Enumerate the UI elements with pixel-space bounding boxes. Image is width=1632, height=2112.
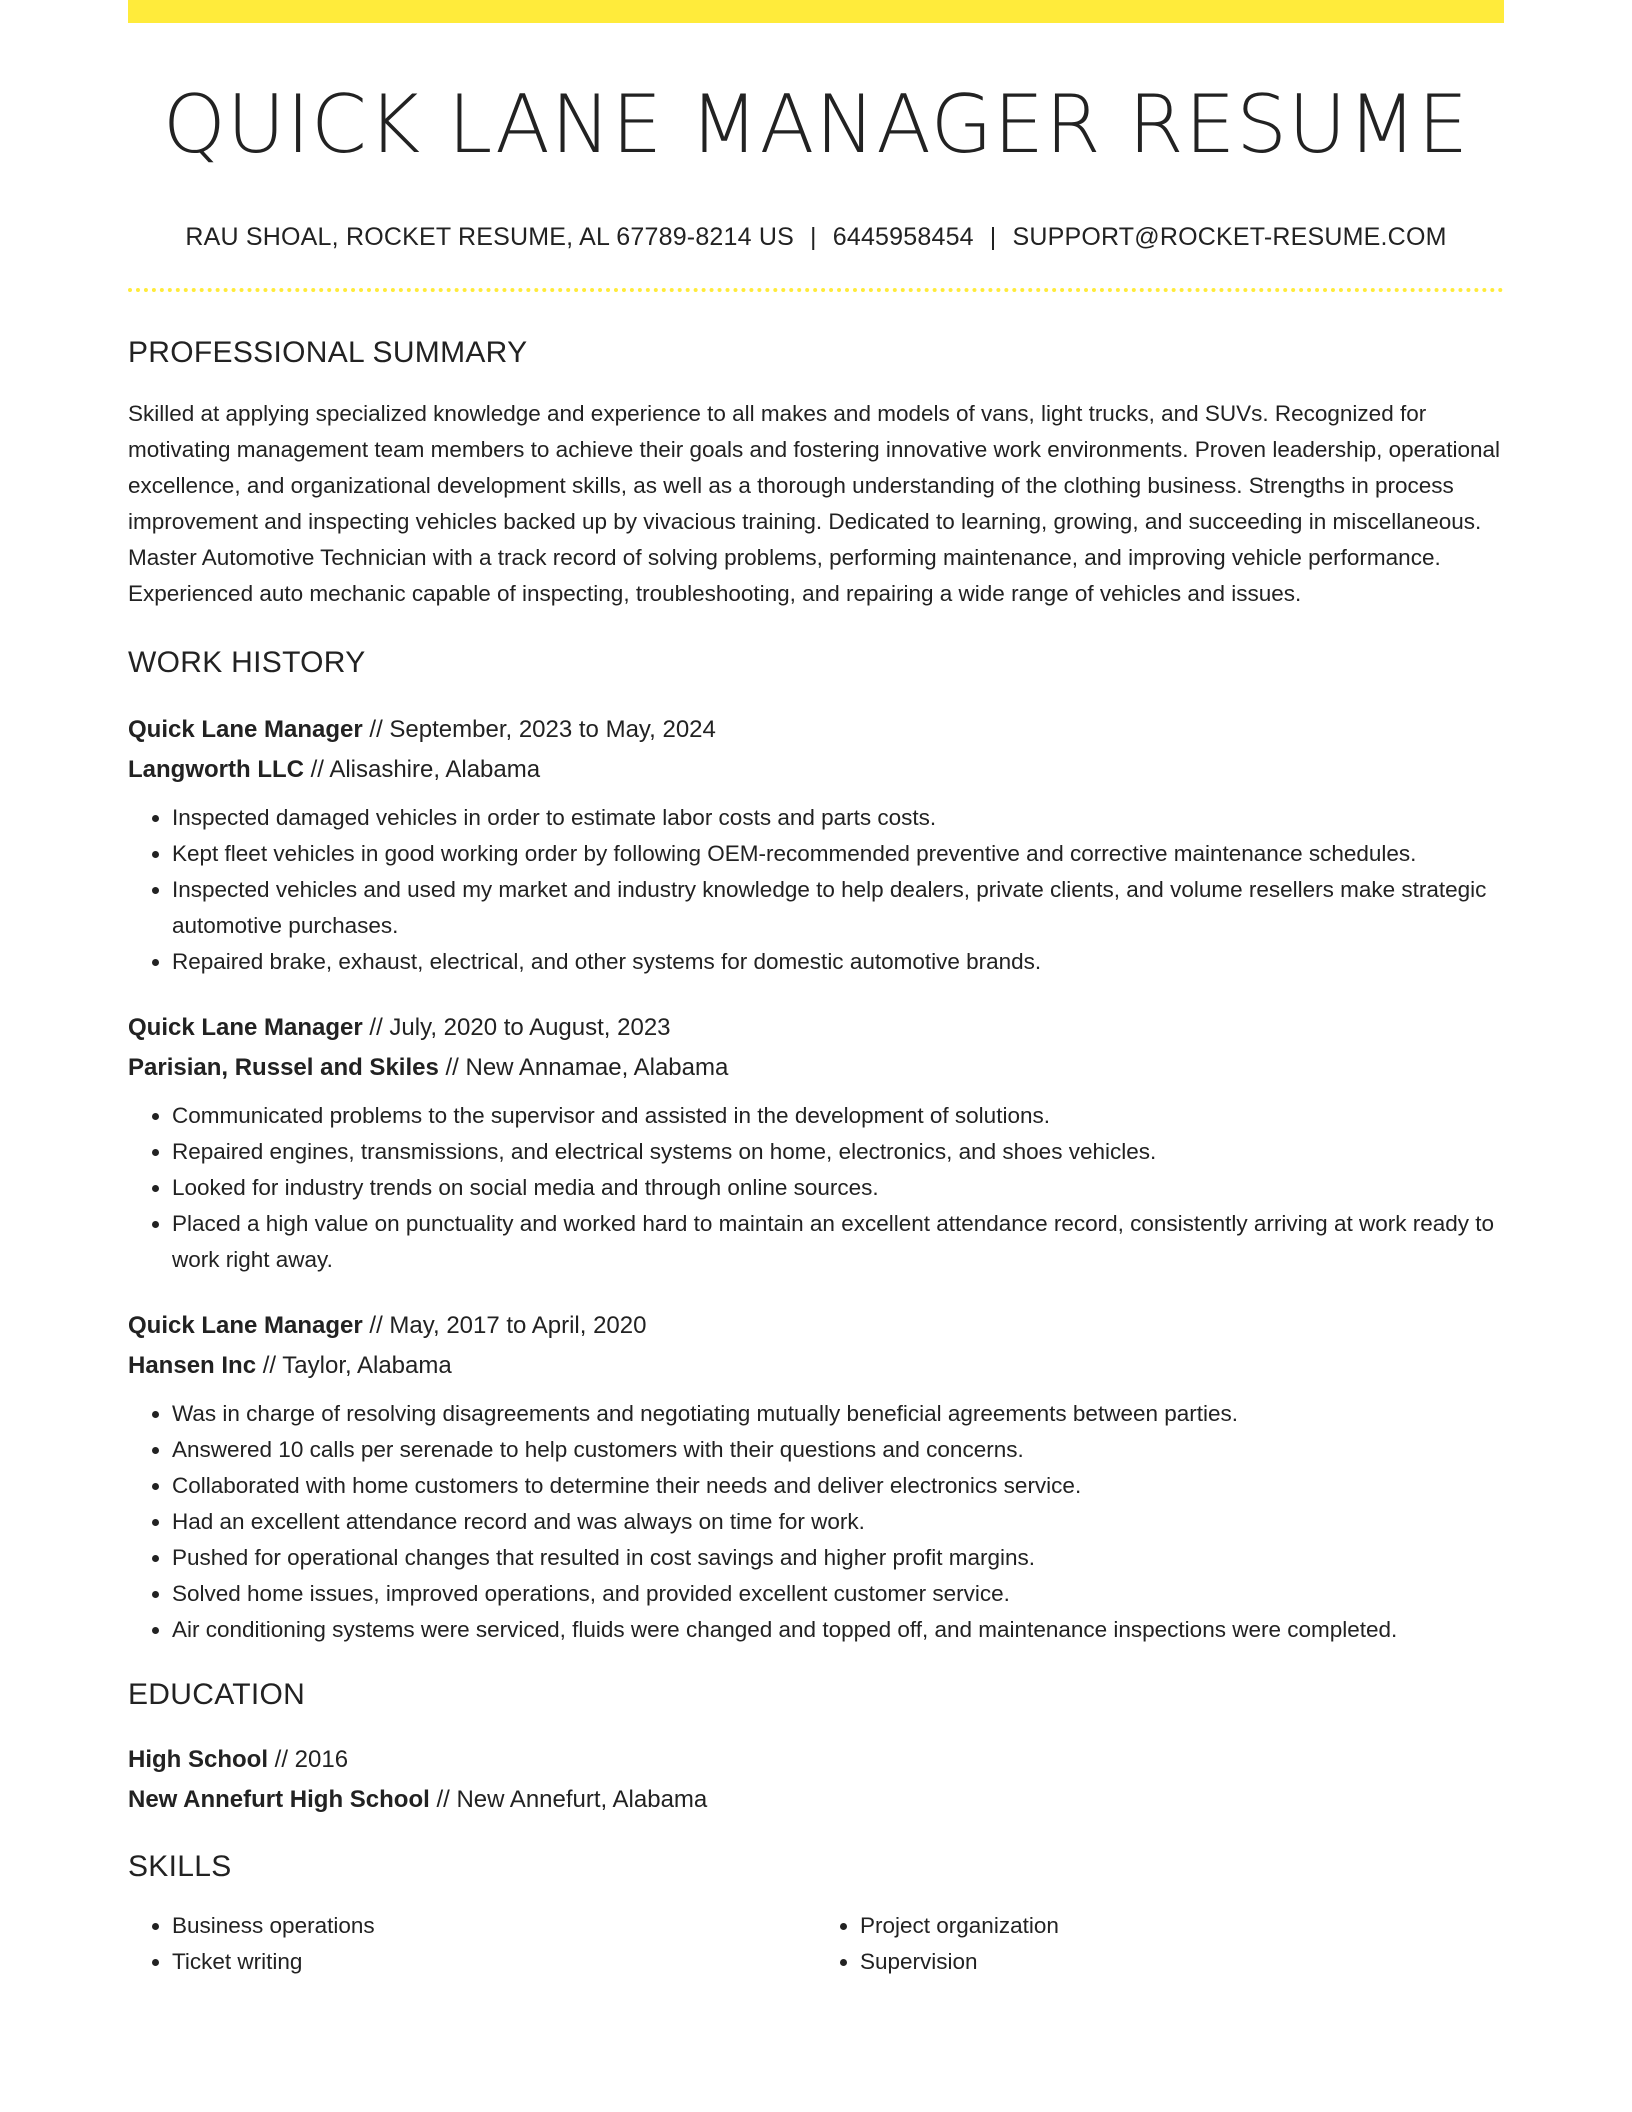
job-entry (128, 1008, 1504, 1278)
job-bullet: • Solved home issues, improved operations, and provided excellent customer service. (172, 1576, 1504, 1612)
job-company-line (128, 1346, 1504, 1386)
job-company: Parisian, Russel and Skiles (128, 1054, 439, 1081)
job-dates: // September, 2023 to May, 2024 (362, 716, 716, 743)
contact-line (128, 223, 1504, 252)
skill-item: • Business operations (172, 1908, 816, 1944)
contact-separator: | (810, 223, 817, 251)
job-bullet: • Had an excellent attendance record and was always on time for work. (172, 1504, 1504, 1540)
job-entry (128, 710, 1504, 980)
job-bullet: • Inspected vehicles and used my market and industry knowledge to help dealers, private clients, and volume resellers make strategic automotive purchases. (172, 872, 1504, 944)
job-bullet: • Air conditioning systems were serviced, fluids were changed and topped off, and maintenance inspections were completed. (172, 1612, 1504, 1648)
resume-title: QUICK LANE MANAGER RESUME (162, 78, 1470, 171)
skill-item: • Project organization (860, 1908, 1504, 1944)
dotted-divider (128, 288, 1504, 292)
education-degree: High School (128, 1746, 268, 1773)
contact-phone: 6445958454 (832, 223, 974, 251)
education-degree-line (128, 1740, 1504, 1780)
skill-item: • Ticket writing (172, 1944, 816, 1980)
job-bullet: • Pushed for operational changes that resulted in cost savings and higher profit margins. (172, 1540, 1504, 1576)
skills-list-right (816, 1908, 1504, 1980)
job-title: Quick Lane Manager (128, 1312, 363, 1339)
job-bullet: • Placed a high value on punctuality and worked hard to maintain an excellent attendance record, consistently arriving at work ready to work right away. (172, 1206, 1504, 1278)
job-title: Quick Lane Manager (128, 1014, 363, 1041)
education-location: // New Annefurt, Alabama (429, 1786, 708, 1813)
skills-column-left (128, 1908, 816, 1980)
job-bullet: • Repaired engines, transmissions, and electrical systems on home, electronics, and shoes vehicles. (172, 1134, 1504, 1170)
work-history-heading: WORK HISTORY (128, 646, 366, 679)
job-title-line (128, 1306, 1504, 1346)
job-bullet: • Communicated problems to the supervisor and assisted in the development of solutions. (172, 1098, 1504, 1134)
job-title: Quick Lane Manager (128, 716, 363, 743)
job-bullet: • Repaired brake, exhaust, electrical, and other systems for domestic automotive brands. (172, 944, 1504, 980)
education-entry (128, 1740, 1504, 1820)
education-year: // 2016 (268, 1746, 349, 1773)
education-school: New Annefurt High School (128, 1786, 430, 1813)
job-bullet: • Inspected damaged vehicles in order to estimate labor costs and parts costs. (172, 800, 1504, 836)
job-company-line (128, 750, 1504, 790)
job-location: // Alisashire, Alabama (303, 756, 541, 783)
summary-text: Skilled at applying specialized knowledge and experience to all makes and models of vans, light trucks, and SUVs. Recognized for motivating management team members to achieve their goals and fostering innovative work environments. Proven leadership, operational excellence, and organizational development skills, as well as a thorough understanding of the clothing business. Strengths in process improvement and inspecting vehicles backed up by vivacious training. Dedicated to learning, growing, and succeeding in miscellaneous. Master Automotive Technician with a track record of solving problems, performing maintenance, and improving vehicle performance. Experienced auto mechanic capable of inspecting, troubleshooting, and repairing a wide range of vehicles and issues. (128, 401, 1500, 606)
job-bullet: • Collaborated with home customers to determine their needs and deliver electronics service. (172, 1468, 1504, 1504)
accent-top-bar (128, 0, 1504, 23)
job-dates: // July, 2020 to August, 2023 (362, 1014, 671, 1041)
job-bullets (128, 800, 1504, 980)
education-school-line (128, 1780, 1504, 1820)
summary-heading: PROFESSIONAL SUMMARY (128, 336, 528, 369)
skills-grid (128, 1908, 1504, 1980)
job-title-line (128, 1008, 1504, 1048)
job-location: // New Annamae, Alabama (438, 1054, 729, 1081)
job-bullets (128, 1098, 1504, 1278)
job-entry (128, 1306, 1504, 1648)
job-bullet: • Kept fleet vehicles in good working order by following OEM-recommended preventive and corrective maintenance schedules. (172, 836, 1504, 872)
contact-email: SUPPORT@ROCKET-RESUME.COM (1012, 223, 1447, 251)
skills-list-left (128, 1908, 816, 1980)
job-company: Hansen Inc (128, 1352, 257, 1379)
job-company-line (128, 1048, 1504, 1088)
job-bullet: • Answered 10 calls per serenade to help customers with their questions and concerns. (172, 1432, 1504, 1468)
contact-separator: | (989, 223, 997, 251)
skills-heading: SKILLS (128, 1850, 232, 1883)
job-company: Langworth LLC (128, 756, 304, 783)
education-heading: EDUCATION (128, 1678, 306, 1711)
skills-column-right (816, 1908, 1504, 1980)
contact-address: RAU SHOAL, ROCKET RESUME, AL 67789-8214 US (185, 223, 795, 251)
job-bullets (128, 1396, 1504, 1648)
job-dates: // May, 2017 to April, 2020 (362, 1312, 647, 1339)
skill-item: • Supervision (860, 1944, 1504, 1980)
job-location: // Taylor, Alabama (256, 1352, 452, 1379)
job-bullet: • Looked for industry trends on social media and through online sources. (172, 1170, 1504, 1206)
job-bullet: • Was in charge of resolving disagreements and negotiating mutually beneficial agreements between parties. (172, 1396, 1504, 1432)
resume-page (128, 0, 1504, 1980)
job-title-line (128, 710, 1504, 750)
